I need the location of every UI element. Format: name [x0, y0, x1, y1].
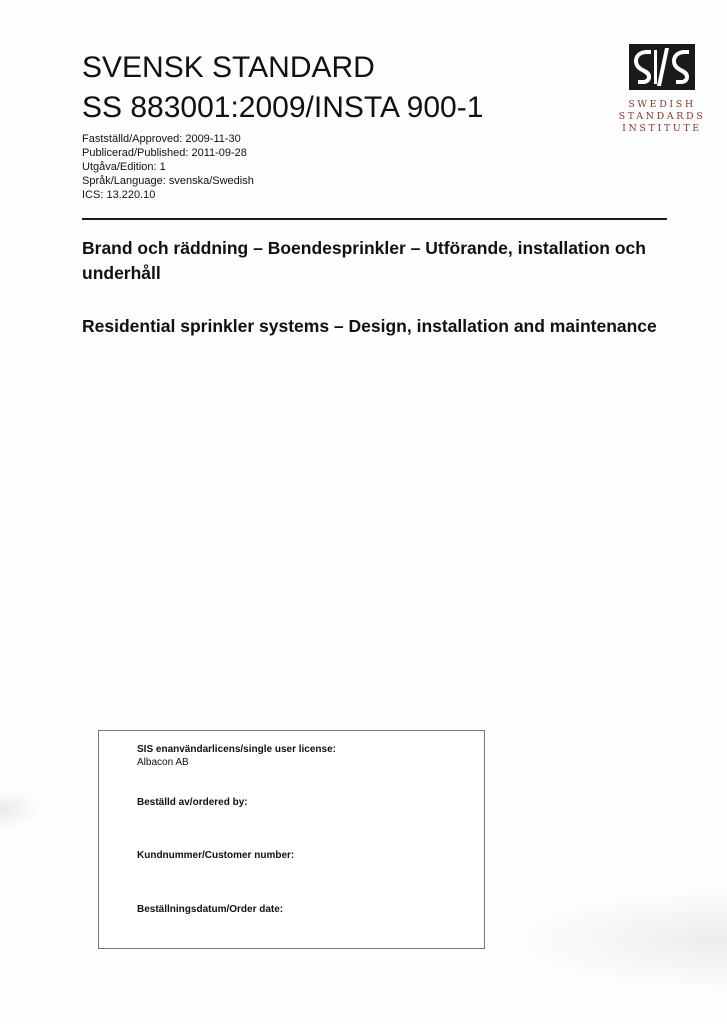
edition: Utgåva/Edition: 1 [82, 161, 166, 173]
scan-smudge-left [0, 790, 40, 830]
title-english: Residential sprinkler systems – Design, installation and maintenance [82, 316, 657, 336]
standard-number: SS 883001:2009/INSTA 900-1 [82, 91, 484, 124]
logo-line-swedish: SWEDISH [628, 99, 696, 110]
license-label: SIS enanvändarlicens/single user license: [137, 744, 336, 755]
title-swedish: Brand och räddning – Boendesprinkler – Utförande, installation och underhåll [82, 238, 646, 283]
logo-line-standards: STANDARDS [618, 111, 706, 122]
logo-text [612, 99, 712, 135]
license-value: Albacon AB [137, 757, 189, 768]
customer-number-label: Kundnummer/Customer number: [137, 850, 295, 861]
sis-logo [612, 44, 712, 135]
scan-smudge-right [520, 890, 727, 990]
logo-line-institute: INSTITUTE [622, 123, 702, 134]
header-divider [82, 218, 667, 220]
standard-header [82, 48, 483, 128]
approved-date: Fastställd/Approved: 2009-11-30 [82, 133, 241, 145]
metadata-block [82, 132, 254, 202]
language: Språk/Language: svenska/Swedish [82, 175, 254, 187]
sis-logo-icon [629, 44, 695, 90]
published-date: Publicerad/Published: 2011-09-28 [82, 147, 247, 159]
ordered-by-label: Beställd av/ordered by: [137, 797, 248, 808]
order-date-label: Beställningsdatum/Order date: [137, 904, 284, 915]
ics-code: ICS: 13.220.10 [82, 189, 156, 201]
license-box [98, 730, 485, 949]
standard-heading: SVENSK STANDARD [82, 51, 375, 84]
